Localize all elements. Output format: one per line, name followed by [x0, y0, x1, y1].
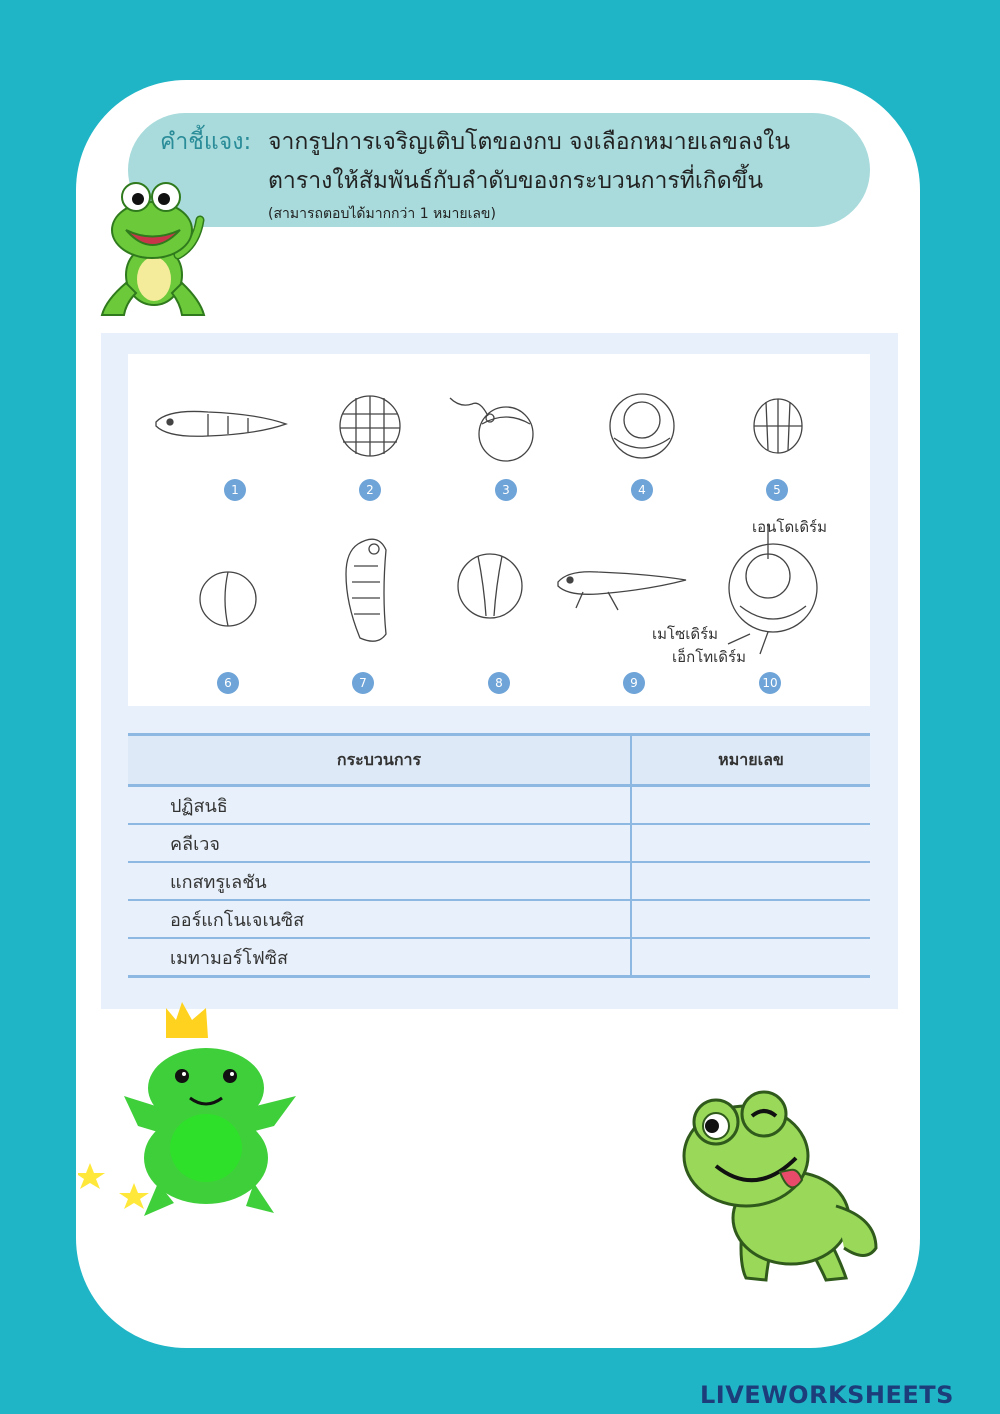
- winking-frog-icon: [676, 1088, 886, 1288]
- table-row: [128, 938, 870, 977]
- ectoderm-label: เอ็กโทเดิร์ม: [672, 648, 746, 666]
- process-cell: คลีเวจ: [128, 824, 631, 862]
- crowned-frog-icon: [78, 998, 318, 1223]
- process-cell: ออร์แกโนเจเนซิส: [128, 900, 631, 938]
- process-cell: แกสทรูเลชัน: [128, 862, 631, 900]
- figure-number-badge: 1: [224, 479, 246, 501]
- instruction-label: คำชี้แจง:: [160, 129, 252, 155]
- endoderm-label: เอนโดเดิร์ม: [752, 518, 827, 536]
- figure-number-badge: 3: [495, 479, 517, 501]
- pointing-frog-icon: [96, 175, 216, 325]
- answer-cell[interactable]: [631, 824, 870, 862]
- table-row: [128, 900, 870, 938]
- answer-table: [128, 733, 870, 978]
- answer-cell[interactable]: [631, 900, 870, 938]
- answer-cell[interactable]: [631, 938, 870, 977]
- instruction-line-1: จากรูปการเจริญเติบโตของกบ จงเลือกหมายเลขลงใน: [268, 129, 791, 155]
- table-row: [128, 862, 870, 900]
- table-header-row: [128, 735, 870, 786]
- figure-number-badge: 6: [217, 672, 239, 694]
- liveworksheets-watermark: LIVEWORKSHEETS: [700, 1381, 954, 1409]
- instruction-line-2: ตารางให้สัมพันธ์กับลำดับของกระบวนการที่เกิดขึ้น: [268, 168, 764, 194]
- answer-cell[interactable]: [631, 786, 870, 825]
- instruction-note: (สามารถตอบได้มากกว่า 1 หมายเลข): [268, 206, 496, 222]
- process-cell: เมทามอร์โฟซิส: [128, 938, 631, 977]
- table-row: [128, 824, 870, 862]
- figure-number-badge: 8: [488, 672, 510, 694]
- figure-number-badge: 4: [631, 479, 653, 501]
- figure-number-badge: 2: [359, 479, 381, 501]
- mesoderm-label: เมโซเดิร์ม: [652, 625, 719, 643]
- table-row: [128, 786, 870, 825]
- number-column-header: หมายเลข: [631, 735, 870, 786]
- process-column-header: กระบวนการ: [128, 735, 631, 786]
- figure-number-badge: 10: [759, 672, 781, 694]
- figure-number-badge: 9: [623, 672, 645, 694]
- process-cell: ปฏิสนธิ: [128, 786, 631, 825]
- answer-cell[interactable]: [631, 862, 870, 900]
- figure-number-badge: 5: [766, 479, 788, 501]
- figure-number-badge: 7: [352, 672, 374, 694]
